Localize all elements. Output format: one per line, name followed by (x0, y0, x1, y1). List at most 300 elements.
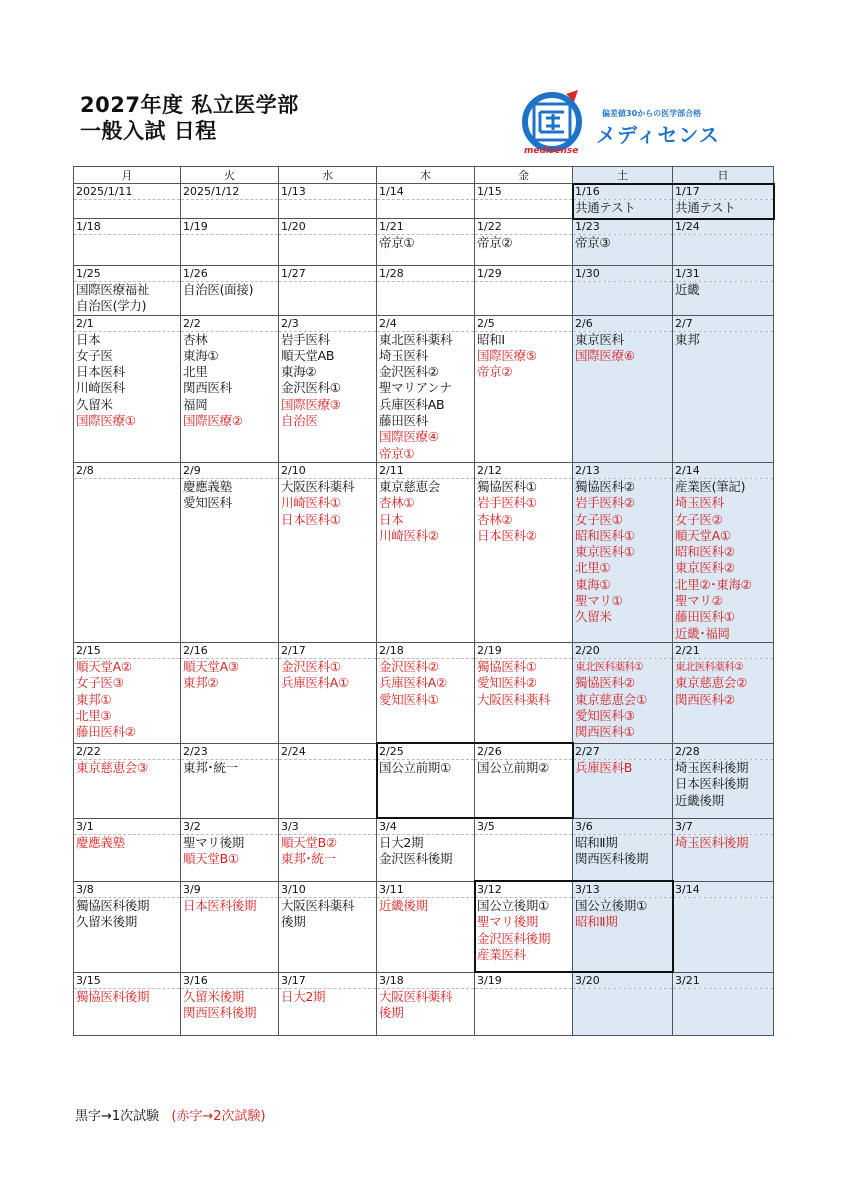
exam-second-stage: 埼玉医科後期 (675, 834, 749, 850)
logo-subtext: medisense (524, 146, 579, 156)
exam-first-stage: 獨協医科後期 (76, 897, 150, 913)
exam-cell (475, 478, 573, 642)
date-cell: 3/4 (377, 818, 475, 834)
exam-second-stage: 東京医科② (675, 560, 735, 576)
exam-cell (74, 282, 181, 316)
exam-cell (673, 834, 774, 881)
exam-second-stage: 産業医科 (477, 946, 526, 962)
exam-second-stage: 金沢医科① (281, 658, 341, 674)
date-cell: 2/22 (74, 743, 181, 759)
exam-cell (74, 834, 181, 881)
exam-cell (181, 834, 279, 881)
date-cell: 2/26 (475, 743, 573, 759)
exam-second-stage: 久留米 (575, 609, 612, 625)
exam-first-stage: 大阪医科薬科 (281, 478, 355, 494)
date-cell: 2/27 (573, 743, 673, 759)
exam-second-stage: 国際医療⑥ (575, 347, 635, 363)
exam-cell (74, 759, 181, 818)
exam-first-stage: 杏林 (183, 331, 208, 347)
exam-second-stage: 聖マリ後期 (477, 914, 539, 930)
exam-first-stage: 国公立前期① (379, 759, 451, 775)
date-cell: 2/18 (377, 642, 475, 658)
date-cell: 2/28 (673, 743, 774, 759)
date-cell: 2/5 (475, 315, 573, 331)
exam-row (74, 834, 774, 881)
exam-first-stage: 藤田医科 (379, 413, 428, 429)
exam-cell (181, 759, 279, 818)
exam-second-stage: 北里②･東海② (675, 576, 752, 592)
exam-second-stage: 藤田医科① (675, 609, 735, 625)
date-row (74, 315, 774, 331)
exam-cell (74, 200, 181, 219)
weekday-fri: 金 (475, 167, 573, 184)
logo-name: メディセンス (596, 123, 720, 147)
date-cell: 3/20 (573, 972, 673, 988)
exam-second-stage: 杏林② (477, 511, 513, 527)
exam-cell (181, 897, 279, 972)
logo-tagline: 偏差値30からの医学部合格 (602, 109, 702, 118)
exam-first-stage: 関西医科後期 (575, 851, 649, 867)
date-cell: 2/14 (673, 462, 774, 478)
exam-second-stage: 東海① (575, 576, 611, 592)
exam-first-stage: 昭和Ⅰ (477, 331, 505, 347)
exam-row (74, 988, 774, 1035)
exam-cell (279, 478, 377, 642)
date-cell: 3/14 (673, 881, 774, 897)
exam-second-stage: 東北医科薬科② (675, 660, 744, 673)
exam-cell (673, 282, 774, 316)
exam-second-stage: 愛知医科② (477, 675, 537, 691)
exam-first-stage: 東北医科薬科 (379, 331, 453, 347)
exam-first-stage: 国公立後期① (575, 897, 647, 913)
date-cell: 2/7 (673, 315, 774, 331)
date-cell: 3/3 (279, 818, 377, 834)
exam-cell (673, 200, 774, 219)
exam-second-stage: 岩手医科① (477, 495, 537, 511)
exam-cell (181, 988, 279, 1035)
exam-second-stage: 藤田医科② (76, 724, 136, 740)
exam-row (74, 331, 774, 462)
exam-row (74, 759, 774, 818)
exam-second-stage: 兵庫医科A② (379, 675, 447, 691)
exam-first-stage: 川崎医科 (76, 380, 125, 396)
exam-second-stage: 日本医科後期 (183, 897, 257, 913)
exam-cell (673, 759, 774, 818)
exam-second-stage: 川崎医科① (281, 495, 341, 511)
date-row (74, 743, 774, 759)
exam-first-stage: 自治医(面接) (183, 282, 254, 297)
exam-cell (475, 897, 573, 972)
exam-cell (475, 331, 573, 462)
exam-first-stage: 岩手医科 (281, 331, 330, 347)
exam-second-stage: 東京慈恵会③ (76, 759, 148, 775)
exam-second-stage: 順天堂B② (281, 834, 337, 850)
exam-second-stage: 国際医療① (76, 413, 136, 429)
weekday-header-row (74, 167, 774, 184)
date-row (74, 818, 774, 834)
exam-cell (74, 658, 181, 743)
exam-cell (475, 988, 573, 1035)
exam-second-stage: 昭和Ⅱ期 (575, 914, 618, 930)
exam-first-stage: 久留米後期 (76, 914, 138, 930)
exam-first-stage: 東海② (281, 364, 317, 380)
exam-first-stage: 日本医科後期 (675, 776, 749, 792)
exam-second-stage: 関西医科後期 (183, 1005, 257, 1021)
exam-first-stage: 獨協医科② (575, 478, 635, 494)
date-cell: 3/5 (475, 818, 573, 834)
date-cell: 1/25 (74, 266, 181, 282)
exam-first-stage: 帝京② (477, 235, 513, 250)
date-cell: 2/19 (475, 642, 573, 658)
exam-cell (279, 759, 377, 818)
exam-cell (181, 235, 279, 266)
exam-first-stage: 獨協医科① (477, 478, 537, 494)
date-cell: 3/9 (181, 881, 279, 897)
exam-second-stage: 獨協医科① (477, 658, 537, 674)
exam-first-stage: 日大2期 (379, 834, 424, 850)
exam-cell (475, 834, 573, 881)
exam-first-stage: 聖マリ後期 (183, 834, 245, 850)
exam-first-stage: 兵庫医科AB (379, 396, 445, 412)
exam-cell (673, 897, 774, 972)
exam-second-stage: 女子医③ (76, 675, 124, 691)
date-cell: 3/11 (377, 881, 475, 897)
exam-first-stage: 関西医科 (183, 380, 232, 396)
date-cell: 3/18 (377, 972, 475, 988)
exam-cell (475, 282, 573, 316)
date-cell: 3/16 (181, 972, 279, 988)
date-row (74, 184, 774, 200)
date-cell: 3/6 (573, 818, 673, 834)
date-cell: 3/13 (573, 881, 673, 897)
date-cell: 2/11 (377, 462, 475, 478)
exam-cell (673, 478, 774, 642)
date-cell: 2/1 (74, 315, 181, 331)
date-cell: 1/15 (475, 184, 573, 200)
exam-first-stage: 東海① (183, 347, 219, 363)
date-cell: 2025/1/11 (74, 184, 181, 200)
date-cell: 2/4 (377, 315, 475, 331)
exam-second-stage: 獨協医科② (575, 675, 635, 691)
exam-second-stage: 女子医② (675, 511, 723, 527)
exam-cell (181, 478, 279, 642)
date-cell: 2/20 (573, 642, 673, 658)
weekday-mon: 月 (74, 167, 181, 184)
exam-second-stage: 日本 (379, 511, 404, 527)
date-cell: 1/24 (673, 219, 774, 235)
exam-second-stage: 国際医療③ (281, 396, 341, 412)
date-cell: 2/2 (181, 315, 279, 331)
date-cell: 2/23 (181, 743, 279, 759)
exam-second-stage: 聖マリ① (575, 593, 623, 609)
weekday-tue: 火 (181, 167, 279, 184)
legend (75, 1105, 266, 1124)
exam-second-stage: 岩手医科② (575, 495, 635, 511)
date-cell: 3/10 (279, 881, 377, 897)
weekday-sat: 土 (573, 167, 673, 184)
exam-second-stage: 東邦② (183, 675, 219, 691)
exam-first-stage: 共通テスト (575, 200, 636, 215)
exam-second-stage: 近畿･福岡 (675, 625, 730, 641)
exam-first-stage: 国公立前期② (477, 759, 549, 775)
exam-first-stage: 金沢医科後期 (379, 851, 453, 867)
exam-cell (573, 478, 673, 642)
exam-first-stage: 東邦･統一 (183, 759, 238, 775)
date-cell: 2/25 (377, 743, 475, 759)
exam-second-stage: 自治医 (281, 413, 318, 429)
exam-cell (573, 834, 673, 881)
exam-second-stage: 関西医科① (575, 724, 635, 740)
date-cell: 2/17 (279, 642, 377, 658)
date-cell: 3/21 (673, 972, 774, 988)
exam-second-stage: 杏林① (379, 495, 415, 511)
exam-cell (475, 658, 573, 743)
exam-cell (377, 200, 475, 219)
weekday-thu: 木 (377, 167, 475, 184)
exam-first-stage: 近畿後期 (675, 792, 724, 808)
date-cell: 1/16 (573, 184, 673, 200)
exam-first-stage: 帝京① (379, 235, 415, 250)
exam-row (74, 897, 774, 972)
date-cell: 3/19 (475, 972, 573, 988)
date-cell: 1/19 (181, 219, 279, 235)
exam-second-stage: 北里① (575, 560, 611, 576)
exam-second-stage: 東邦･統一 (281, 851, 336, 867)
exam-second-stage: 国際医療② (183, 413, 243, 429)
exam-second-stage: 東北医科薬科① (575, 660, 644, 673)
exam-second-stage: 国際医療④ (379, 429, 439, 445)
exam-cell (279, 200, 377, 219)
exam-cell (377, 897, 475, 972)
exam-second-stage: 近畿後期 (379, 897, 428, 913)
exam-calendar (73, 166, 774, 1036)
exam-cell (573, 235, 673, 266)
date-row (74, 219, 774, 235)
weekday-sun: 日 (673, 167, 774, 184)
exam-cell (573, 988, 673, 1035)
exam-first-stage: 日本医科 (76, 364, 125, 380)
weekday-wed: 水 (279, 167, 377, 184)
title-line-1: 2027年度 私立医学部 (80, 93, 299, 117)
exam-cell (181, 200, 279, 219)
date-cell: 1/31 (673, 266, 774, 282)
exam-first-stage: 後期 (281, 914, 306, 930)
exam-first-stage: 昭和Ⅱ期 (575, 834, 618, 850)
exam-row (74, 235, 774, 266)
title-line-2: 一般入試 日程 (80, 119, 217, 143)
exam-first-stage: 金沢医科② (379, 364, 439, 380)
exam-cell (377, 988, 475, 1035)
exam-cell (673, 988, 774, 1035)
exam-cell (279, 331, 377, 462)
exam-first-stage: 慶應義塾 (183, 478, 232, 494)
exam-first-stage: 大阪医科薬科 (281, 897, 355, 913)
date-cell: 1/22 (475, 219, 573, 235)
exam-cell (573, 282, 673, 316)
exam-first-stage: 久留米 (76, 396, 113, 412)
date-cell: 1/28 (377, 266, 475, 282)
exam-first-stage: 順天堂AB (281, 347, 335, 363)
exam-first-stage: 自治医(学力) (76, 298, 147, 314)
exam-row (74, 200, 774, 219)
date-cell: 1/17 (673, 184, 774, 200)
exam-second-stage: 日本医科② (477, 527, 537, 543)
exam-second-stage: 東京慈恵会① (575, 691, 647, 707)
exam-cell (279, 658, 377, 743)
exam-cell (377, 331, 475, 462)
date-cell: 2/21 (673, 642, 774, 658)
exam-cell (475, 235, 573, 266)
exam-first-stage: 帝京③ (575, 235, 611, 250)
date-cell: 1/30 (573, 266, 673, 282)
exam-second-stage: 後期 (379, 1005, 404, 1021)
exam-first-stage: 北里 (183, 364, 208, 380)
exam-second-stage: 日大2期 (281, 988, 326, 1004)
exam-first-stage: 金沢医科① (281, 380, 341, 396)
date-cell: 1/27 (279, 266, 377, 282)
exam-second-stage: 大阪医科薬科 (379, 988, 453, 1004)
exam-cell (74, 897, 181, 972)
exam-second-stage: 埼玉医科 (675, 495, 724, 511)
exam-second-stage: 大阪医科薬科 (477, 691, 551, 707)
date-cell: 3/12 (475, 881, 573, 897)
legend-second-exam: (赤字→2次試験) (171, 1109, 266, 1124)
exam-cell (279, 988, 377, 1035)
exam-first-stage: 産業医(筆記) (675, 478, 746, 494)
exam-second-stage: 愛知医科③ (575, 707, 635, 723)
date-cell: 3/1 (74, 818, 181, 834)
exam-cell (377, 834, 475, 881)
exam-first-stage: 聖マリアンナ (379, 380, 452, 396)
date-cell: 2025/1/12 (181, 184, 279, 200)
exam-second-stage: 兵庫医科A① (281, 675, 349, 691)
exam-cell (573, 658, 673, 743)
exam-cell (377, 282, 475, 316)
exam-first-stage: 愛知医科 (183, 495, 232, 511)
date-cell: 1/20 (279, 219, 377, 235)
exam-second-stage: 獨協医科後期 (76, 988, 150, 1004)
exam-second-stage: 順天堂B① (183, 851, 239, 867)
date-cell: 2/13 (573, 462, 673, 478)
date-cell: 2/8 (74, 462, 181, 478)
exam-second-stage: 聖マリ② (675, 593, 723, 609)
date-cell: 1/21 (377, 219, 475, 235)
exam-first-stage: 埼玉医科後期 (675, 759, 749, 775)
date-cell: 3/8 (74, 881, 181, 897)
exam-second-stage: 東京医科① (575, 544, 635, 560)
exam-cell (673, 658, 774, 743)
date-cell: 1/18 (74, 219, 181, 235)
exam-first-stage: 東邦 (675, 331, 700, 347)
exam-second-stage: 日本医科① (281, 511, 341, 527)
date-row (74, 642, 774, 658)
exam-cell (475, 759, 573, 818)
exam-first-stage: 福岡 (183, 396, 208, 412)
exam-cell (573, 759, 673, 818)
date-cell: 2/6 (573, 315, 673, 331)
exam-cell (475, 200, 573, 219)
date-cell: 1/13 (279, 184, 377, 200)
date-cell: 2/9 (181, 462, 279, 478)
medisense-logo (516, 88, 756, 160)
exam-second-stage: 順天堂A③ (183, 658, 239, 674)
exam-second-stage: 昭和医科② (675, 544, 735, 560)
date-cell: 2/16 (181, 642, 279, 658)
exam-cell (573, 897, 673, 972)
date-cell: 3/15 (74, 972, 181, 988)
exam-cell (279, 897, 377, 972)
exam-cell (181, 282, 279, 316)
exam-second-stage: 順天堂A① (675, 527, 731, 543)
date-row (74, 462, 774, 478)
date-cell: 3/17 (279, 972, 377, 988)
legend-first-exam: 黒字→1次試験 (75, 1109, 160, 1124)
exam-first-stage: 国公立後期① (477, 897, 549, 913)
date-cell: 1/23 (573, 219, 673, 235)
exam-second-stage: 北里③ (76, 707, 112, 723)
page-title (80, 92, 299, 144)
exam-second-stage: 関西医科② (675, 691, 735, 707)
exam-second-stage: 金沢医科後期 (477, 930, 551, 946)
exam-first-stage: 日本 (76, 331, 101, 347)
exam-cell (181, 331, 279, 462)
exam-second-stage: 女子医① (575, 511, 623, 527)
exam-cell (673, 235, 774, 266)
exam-second-stage: 昭和医科① (575, 527, 635, 543)
exam-second-stage: 川崎医科② (379, 527, 439, 543)
date-row (74, 972, 774, 988)
exam-first-stage: 女子医 (76, 347, 113, 363)
exam-second-stage: 兵庫医科B (575, 759, 633, 775)
exam-first-stage: 共通テスト (675, 200, 736, 215)
date-cell: 2/15 (74, 642, 181, 658)
date-row (74, 266, 774, 282)
exam-first-stage: 近畿 (675, 282, 700, 297)
exam-cell (74, 478, 181, 642)
exam-first-stage: 東京医科 (575, 331, 624, 347)
exam-second-stage: 帝京② (477, 364, 513, 380)
exam-cell (279, 282, 377, 316)
exam-second-stage: 国際医療⑤ (477, 347, 537, 363)
exam-cell (74, 331, 181, 462)
exam-first-stage: 国際医療福祉 (76, 282, 150, 297)
date-cell: 3/2 (181, 818, 279, 834)
exam-cell (377, 759, 475, 818)
date-cell: 1/29 (475, 266, 573, 282)
date-cell: 2/12 (475, 462, 573, 478)
date-cell: 2/3 (279, 315, 377, 331)
date-cell: 3/7 (673, 818, 774, 834)
exam-row (74, 282, 774, 316)
date-cell: 2/24 (279, 743, 377, 759)
exam-second-stage: 東邦① (76, 691, 112, 707)
exam-cell (74, 235, 181, 266)
exam-cell (377, 658, 475, 743)
exam-cell (673, 331, 774, 462)
exam-second-stage: 順天堂A② (76, 658, 132, 674)
exam-cell (573, 200, 673, 219)
exam-second-stage: 東京慈恵会② (675, 675, 747, 691)
exam-second-stage: 久留米後期 (183, 988, 245, 1004)
date-cell: 2/10 (279, 462, 377, 478)
exam-second-stage: 金沢医科② (379, 658, 439, 674)
exam-second-stage: 慶應義塾 (76, 834, 125, 850)
exam-cell (573, 331, 673, 462)
exam-row (74, 658, 774, 743)
exam-cell (74, 988, 181, 1035)
exam-cell (377, 478, 475, 642)
exam-cell (279, 834, 377, 881)
